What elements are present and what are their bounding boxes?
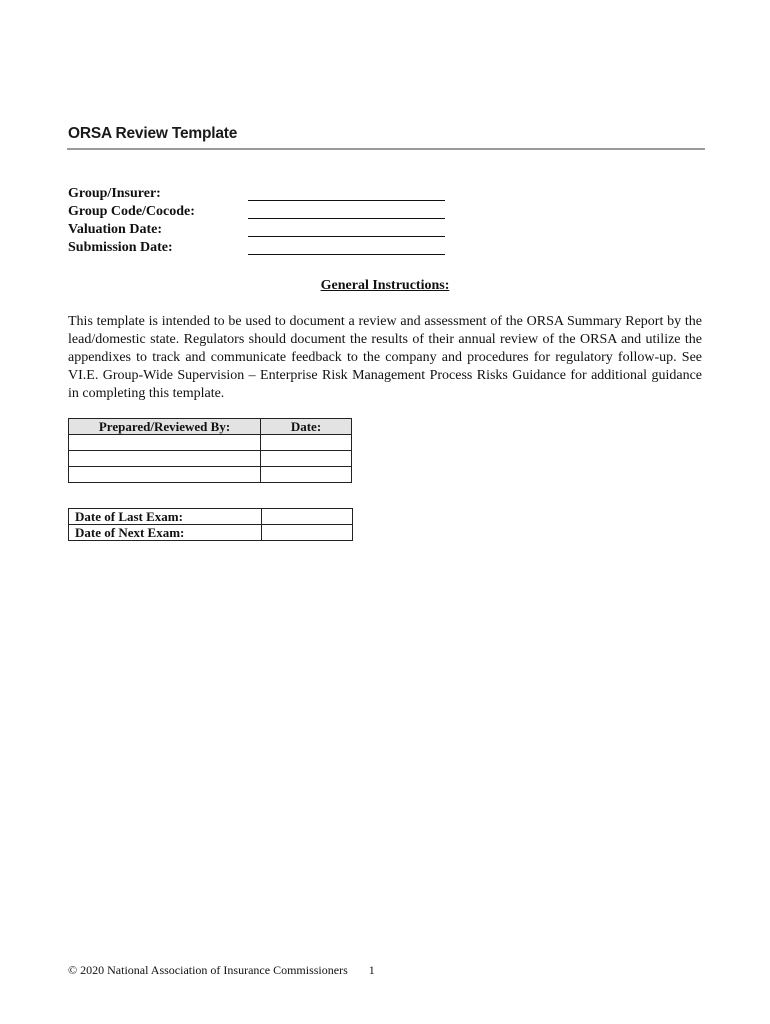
- group-code-field[interactable]: [248, 205, 445, 219]
- valuation-date-field[interactable]: [248, 223, 445, 237]
- field-label: Valuation Date:: [68, 222, 162, 237]
- field-submission-date: [68, 239, 468, 257]
- column-header-prepared-by: Prepared/Reviewed By:: [69, 419, 261, 435]
- last-exam-label: Date of Last Exam:: [69, 509, 262, 525]
- table-row: [69, 435, 352, 451]
- table-row: [69, 525, 353, 541]
- table-row: [69, 451, 352, 467]
- submission-date-field[interactable]: [248, 241, 445, 255]
- prepared-by-cell[interactable]: [69, 451, 261, 467]
- field-label: Group/Insurer:: [68, 186, 161, 201]
- group-insurer-field[interactable]: [248, 187, 445, 201]
- page-number: 1: [368, 963, 375, 977]
- prepared-by-cell[interactable]: [69, 435, 261, 451]
- table-row: [69, 467, 352, 483]
- date-cell[interactable]: [261, 435, 352, 451]
- prepared-by-cell[interactable]: [69, 467, 261, 483]
- date-cell[interactable]: [261, 467, 352, 483]
- prepared-reviewed-table: [68, 418, 352, 483]
- page-title: ORSA Review Template: [68, 125, 238, 142]
- field-group-insurer: [68, 185, 468, 203]
- last-exam-date-cell[interactable]: [262, 509, 353, 525]
- page-footer: [68, 963, 375, 978]
- field-label: Submission Date:: [68, 240, 173, 255]
- field-group-code: [68, 203, 468, 221]
- copyright-notice: © 2020 National Association of Insurance Commissioners: [68, 963, 348, 977]
- field-label: Group Code/Cocode:: [68, 204, 195, 219]
- date-cell[interactable]: [261, 451, 352, 467]
- instructions-heading: General Instructions:: [320, 278, 450, 293]
- header-fields: [68, 185, 468, 257]
- column-header-date: Date:: [261, 419, 352, 435]
- instructions-paragraph: This template is intended to be used to document a review and assessment of the ORSA Summary Report by the lead/domestic state. Regulators should document the results of their annual review of the ORSA and utilize the appendixes to track and communicate feedback to the company and procedures for regulatory follow-up. See VI.E. Group-Wide Supervision – Enterprise Risk Management Process Risks Guidance for additional guidance in completing this template.: [68, 314, 702, 401]
- table-row: [69, 509, 353, 525]
- field-valuation-date: [68, 221, 468, 239]
- title-divider: [67, 148, 705, 150]
- next-exam-label: Date of Next Exam:: [69, 525, 262, 541]
- next-exam-date-cell[interactable]: [262, 525, 353, 541]
- table-header-row: [69, 419, 352, 435]
- exam-dates-table: [68, 508, 353, 541]
